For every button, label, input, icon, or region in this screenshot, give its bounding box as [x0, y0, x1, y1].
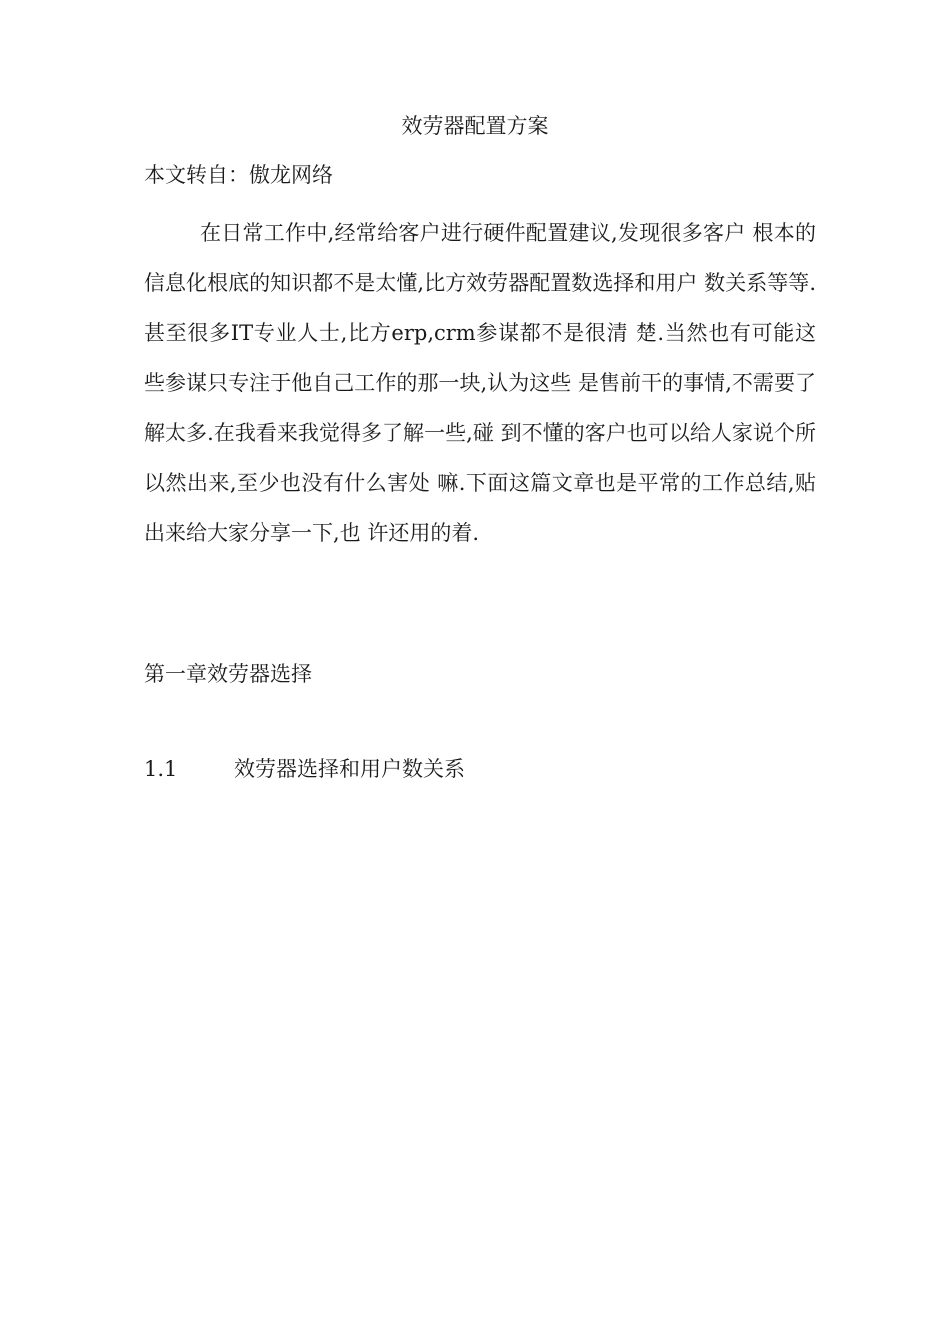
section-number: 1.1 — [144, 757, 178, 781]
source-attribution: 本文转自：傲龙网络 — [144, 163, 333, 187]
intro-paragraph: 在日常工作中,经常给客户进行硬件配置建议,发现很多客户 根本的信息化根底的知识都不是太懂,比方效劳器配置数选择和用户 数关系等等.甚至很多IT专业人士,比方erp,crm参谋都不是很清 楚.当然也有可能这些参谋只专注于他自己工作的那一块,认为这些 是售前干的事情,不需要了解太多.在我看来我觉得多了解一些,碰 到不懂的客户也可以给人家说个所以然出来,至少也没有什么害处 嘛.下面这篇文章也是平常的工作总结,贴出来给大家分享一下,也 许还用的着. — [144, 221, 816, 545]
section-heading — [144, 755, 465, 783]
document-title: 效劳器配置方案 — [401, 114, 549, 138]
section-title: 效劳器选择和用户数关系 — [234, 757, 465, 781]
chapter-heading: 第一章效劳器选择 — [144, 662, 312, 686]
